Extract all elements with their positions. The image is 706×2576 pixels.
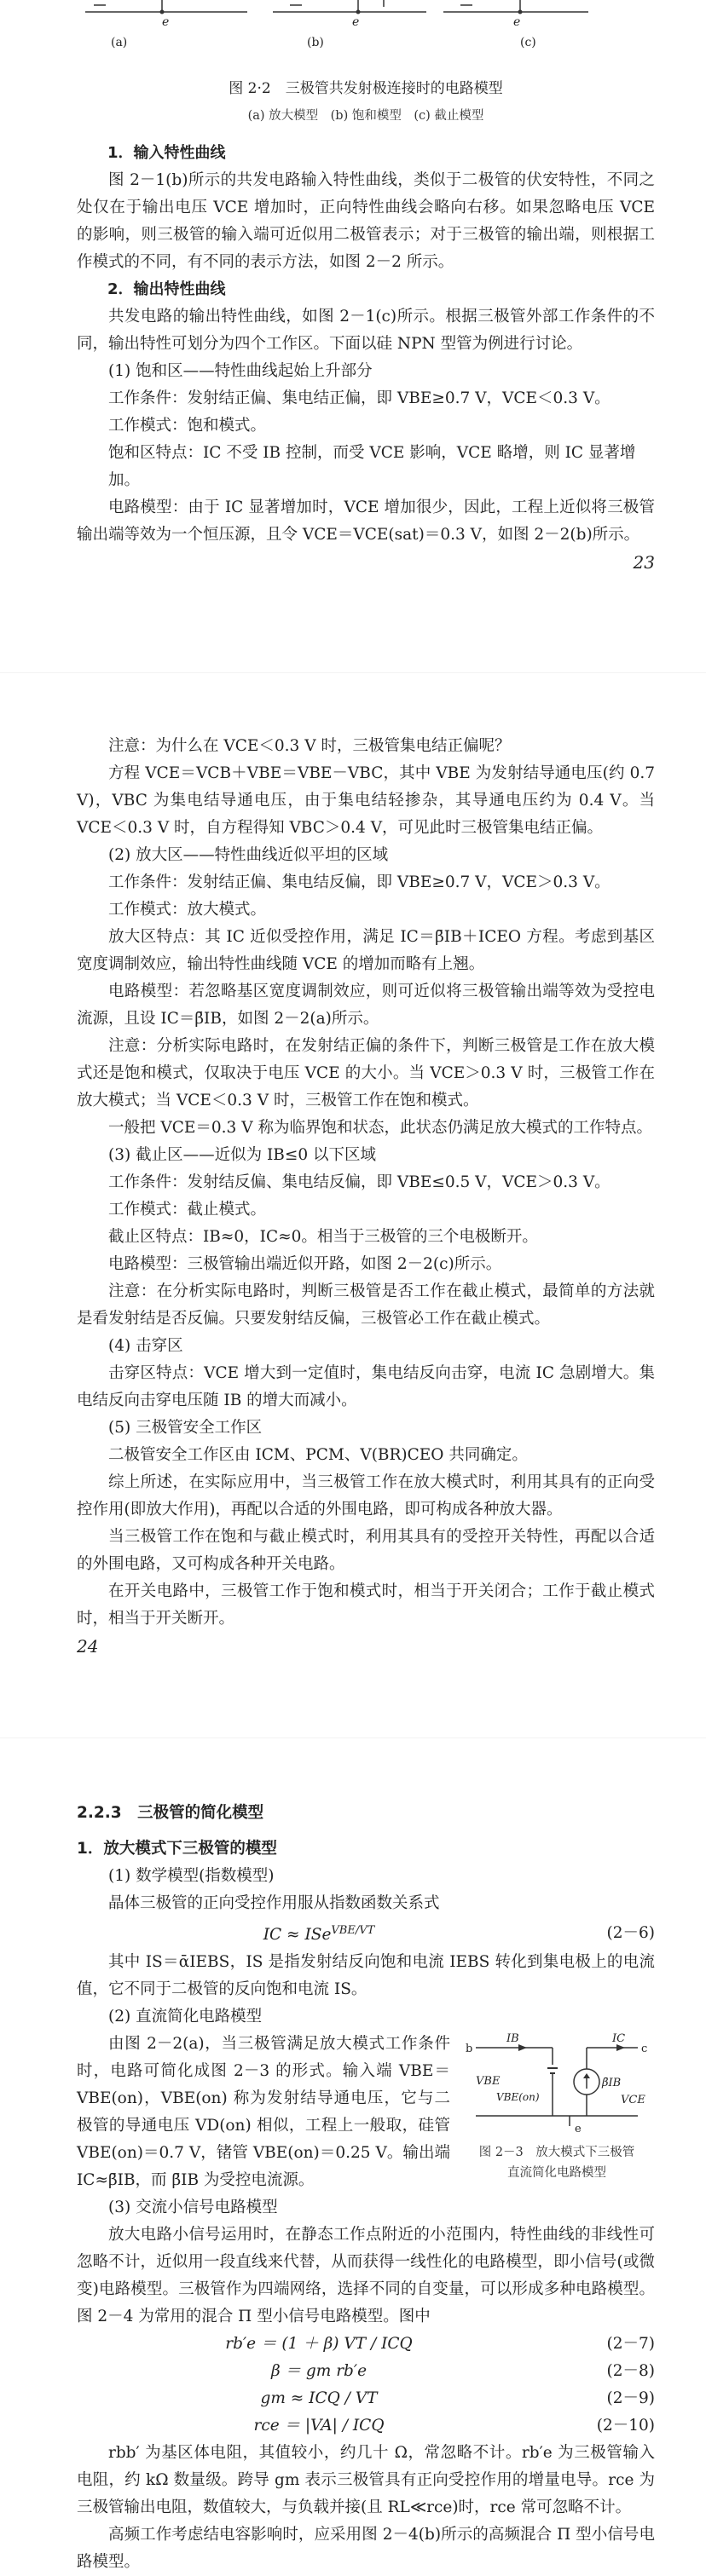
region-breakdown-title: (4) 击穿区 bbox=[108, 1337, 183, 1355]
region-cutoff-note: 注意：在分析实际电路时，判断三极管是否工作在截止模式，最简单的方法就是看发射结是否反偏。只要发射结反偏，三极管必工作在截止模式。 bbox=[77, 1282, 655, 1328]
eq26-explanation: 其中 IS＝ᾱIEBS，IS 是指发射结反向饱和电流 IEBS 转化到集电极上的电流值，它不同于二极管的反向饱和电流 IS。 bbox=[77, 1953, 655, 1999]
region-cutoff-model: 电路模型：三极管输出端近似开路，如图 2－2(c)所示。 bbox=[108, 1255, 502, 1273]
fig23-label-e: e bbox=[575, 2123, 582, 2136]
page-number-24: 24 bbox=[77, 1636, 99, 1657]
eq26-left: IC ≈ IS bbox=[263, 1926, 322, 1945]
figure-subcaption: (a) 放大模型 (b) 饱和模型 (c) 截止模型 bbox=[247, 109, 484, 123]
eq26-exponent: VBE/VT bbox=[331, 1924, 375, 1937]
region-saturation-condition: 工作条件：发射结正偏、集电结正偏，即 VBE≥0.7 V，VCE＜0.3 V。 bbox=[108, 389, 611, 407]
region-active-title: (2) 放大区——特性曲线近似平坦的区域 bbox=[108, 846, 389, 864]
figure-label-c: (c) bbox=[520, 36, 536, 49]
figure-caption: 图 2·2 三极管共发射极连接时的电路模型 bbox=[229, 80, 503, 97]
fig23-label-vce: VCE bbox=[621, 2094, 645, 2107]
section-title-output-curve: 2．输出特性曲线 bbox=[107, 280, 226, 298]
region-active-mode: 工作模式：放大模式。 bbox=[108, 901, 267, 919]
region-active-model: 电路模型：若忽略基区宽度调制效应，则可近似将三极管输出端等效为受控电流源，且设 IC＝β̄IB，如图 2－2(a)所示。 bbox=[77, 983, 655, 1028]
region-cutoff-condition: 工作条件：发射结反偏、集电结反偏，即 VBE≤0.5 V，VCE＞0.3 V。 bbox=[108, 1173, 611, 1191]
fig23-label-vbeon: VBE(on) bbox=[496, 2091, 540, 2104]
page-25 bbox=[0, 1738, 706, 2572]
eq26-e: e bbox=[321, 1926, 332, 1945]
fig23-label-ic: IC bbox=[612, 2032, 626, 2046]
subsection-math-model: (1) 数学模型(指数模型) bbox=[108, 1867, 275, 1885]
eq28-body: β ＝ gm rb′e bbox=[270, 2362, 367, 2381]
summary-amplifier: 综上所述，在实际应用中，当三极管工作在放大模式时，利用其具有的正向受控作用(即放大作用)，再配以合适的外围电路，即可构成各种放大器。 bbox=[77, 1473, 655, 1519]
fig23-caption-line1: 图 2－3 放大模式下三极管 bbox=[478, 2146, 635, 2160]
eq26-number: (2－6) bbox=[606, 1923, 655, 1942]
figure-2-2-fragment bbox=[77, 0, 655, 75]
paragraph-input-curve: 图 2－1(b)所示的共发电路输入特性曲线，类似于二极管的伏安特性，不同之处仅在于输出电压 VCE 增加时，正向特性曲线会略向右移。如果忽略电压 VCE 的影响，则三极管的输入端可近似用二极管表示；对于三极管的输出端，则根据工作模式的不同，有不同的表示方法，如图 2－2 所示。 bbox=[77, 171, 655, 271]
section-title-simplified-model: 2.2.3 三极管的简化模型 bbox=[77, 1804, 264, 1822]
region-saturation-model: 电路模型：由于 IC 显著增加时，VCE 增加很少，因此，工程上近似将三极管输出端等效为一个恒压源，且令 VCE＝VCE(sat)＝0.3 V，如图 2－2(b)所示。 bbox=[77, 498, 655, 544]
dc-model-block bbox=[77, 2031, 655, 2194]
eq27-body: rb′e ＝ (1 ＋ β) VT / ICQ bbox=[225, 2335, 413, 2354]
eq29-body: gm ≈ ICQ / VT bbox=[260, 2389, 378, 2408]
figure-label-a: (a) bbox=[111, 36, 128, 49]
figure-2-3 bbox=[459, 2031, 655, 2183]
region-active-note: 注意：分析实际电路时，在发射结正偏的条件下，判断三极管是工作在放大模式还是饱和模式，仅取决于电压 VCE 的大小。当 VCE＞0.3 V 时，三极管工作在放大模式；当 VCE＜0.3 V 时，三极管工作在饱和模式。 bbox=[77, 1037, 655, 1109]
page-24 bbox=[0, 673, 706, 1738]
eq210-number: (2－10) bbox=[596, 2417, 655, 2435]
region-active-feature: 放大区特点：其 IC 近似受控作用，满足 IC＝β̄IB＋ICEO 方程。考虑到基区宽度调制效应，输出特性曲线随 VCE 的增加而略有上翘。 bbox=[77, 928, 655, 973]
region-saturation-title: (1) 饱和区——特性曲线起始上升部分 bbox=[108, 362, 373, 380]
fig23-label-c: c bbox=[641, 2043, 648, 2056]
paragraph-output-curve: 共发电路的输出特性曲线，如图 2－1(c)所示。根据三极管外部工作条件的不同，输出特性可划分为四个工作区。下面以硅 NPN 型管为例进行讨论。 bbox=[77, 308, 655, 353]
region-active-extra: 一般把 VCE＝0.3 V 称为临界饱和状态，此状态仍满足放大模式的工作特点。 bbox=[108, 1119, 652, 1137]
eq210-body: rce ＝ |VA| / ICQ bbox=[253, 2417, 385, 2435]
paragraph-equation: 方程 VCE＝VCB＋VBE＝VBE－VBC，其中 VBE 为发射结导通电压(约 0.7 V)，VBC 为集电结导通电压，由于集电结轻掺杂，其导通电压约为 0.4 V。当 VCE＜0.3 V 时，自方程得知 VBC＞0.4 V，可见此时三极管集电结正偏。 bbox=[77, 764, 655, 837]
fig23-label-b: b bbox=[466, 2043, 473, 2056]
region-safe-title: (5) 三极管安全工作区 bbox=[108, 1419, 263, 1437]
section-title-input-curve: 1．输入特性曲线 bbox=[107, 144, 226, 162]
fig23-caption-line2: 直流简化电路模型 bbox=[507, 2166, 606, 2181]
equation-2-6 bbox=[77, 1917, 655, 1949]
region-saturation-feature: 饱和区特点：IC 不受 IB 控制，而受 VCE 影响，VCE 略增，则 IC 显著增加。 bbox=[108, 444, 636, 489]
summary-switch-state: 在开关电路中，三极管工作于饱和模式时，相当于开关闭合；工作于截止模式时，相当于开关断开。 bbox=[77, 1582, 655, 1628]
figure-node-a: e bbox=[162, 15, 170, 29]
figure-label-b: (b) bbox=[307, 36, 324, 49]
figure-node-b: e bbox=[352, 15, 360, 29]
eq29-number: (2－9) bbox=[606, 2389, 655, 2408]
fig23-label-vbe: VBE bbox=[476, 2075, 501, 2089]
page-23 bbox=[0, 0, 706, 673]
page-number-23: 23 bbox=[633, 552, 655, 573]
ac-model-text: 放大电路小信号运用时，在静态工作点附近的小范围内，特性曲线的非线性可忽略不计，近似用一段直线来代替，从而获得一线性化的电路模型，即小信号(或微变)电路模型。三极管作为四端网络，选择不同的自变量，可以形成多种电路模型。图 2－4 为常用的混合 Π 型小信号电路模型。图中 bbox=[77, 2226, 655, 2326]
region-breakdown-text: 击穿区特点：VCE 增大到一定值时，集电结反向击穿，电流 IC 急剧增大。集电结反向击穿电压随 IB 的增大而减小。 bbox=[77, 1364, 655, 1409]
summary-switch: 当三极管工作在饱和与截止模式时，利用其具有的受控开关特性，再配以合适的外围电路，又可构成各种开关电路。 bbox=[77, 1528, 655, 1573]
subsection-dc-model: (2) 直流简化电路模型 bbox=[108, 2008, 263, 2026]
note-why-collector-forward: 注意：为什么在 VCE＜0.3 V 时，三极管集电结正偏呢？ bbox=[108, 737, 511, 755]
dc-model-text: 由图 2－2(a)，当三极管满足放大模式工作条件时，电路可简化成图 2－3 的形式。输入端 VBE＝VBE(on)，VBE(on) 称为发射结导通电压，它与二极管的导通电压 VD(on) 相似，工程上一般取，硅管 VBE(on)＝0.7 V，锗管 VBE(on)＝0.25 V。输出端 IC≈β̄IB，而 β̄IB 为受控电流源。 bbox=[77, 2035, 450, 2190]
region-cutoff-title: (3) 截止区——近似为 IB≤0 以下区域 bbox=[108, 1146, 377, 1164]
eq28-number: (2－8) bbox=[606, 2362, 655, 2381]
region-safe-text: 二极管安全工作区由 ICM、PCM、V(BR)CEO 共同确定。 bbox=[108, 1446, 528, 1464]
subsection-amplifier-model: 1．放大模式下三极管的模型 bbox=[77, 1840, 277, 1858]
math-model-text: 晶体三极管的正向受控作用服从指数函数关系式 bbox=[108, 1894, 440, 1912]
region-cutoff-mode: 工作模式：截止模式。 bbox=[108, 1201, 267, 1219]
eq27-number: (2－7) bbox=[606, 2335, 655, 2354]
parameters-explanation: rbb′ 为基区体电阻，其值较小，约几十 Ω，常忽略不计。rb′e 为三极管输入电阻，约 kΩ 数量级。跨导 gm 表示三极管具有正向受控作用的增量电导。rce 为三极管输出电阻，数值较大，与负载并接(且 RL≪rce)时，rce 常可忽略不计。 bbox=[77, 2444, 655, 2517]
equation-2-7 bbox=[77, 2331, 655, 2358]
subsection-ac-model: (3) 交流小信号电路模型 bbox=[108, 2199, 278, 2217]
equation-2-9 bbox=[77, 2385, 655, 2412]
fig23-label-beta: β̄IB bbox=[602, 2077, 622, 2090]
fig23-label-ib: IB bbox=[506, 2032, 519, 2046]
region-cutoff-feature: 截止区特点：IB≈0，IC≈0。相当于三极管的三个电极断开。 bbox=[108, 1228, 538, 1246]
region-saturation-mode: 工作模式：饱和模式。 bbox=[108, 417, 267, 435]
figure-node-c: e bbox=[513, 15, 521, 29]
region-active-condition: 工作条件：发射结正偏、集电结反偏，即 VBE≥0.7 V，VCE＞0.3 V。 bbox=[108, 873, 611, 891]
equation-2-10 bbox=[77, 2412, 655, 2440]
high-frequency-note: 高频工作考虑结电容影响时，应采用图 2－4(b)所示的高频混合 Π 型小信号电路模型。 bbox=[77, 2526, 655, 2572]
equation-2-8 bbox=[77, 2358, 655, 2385]
